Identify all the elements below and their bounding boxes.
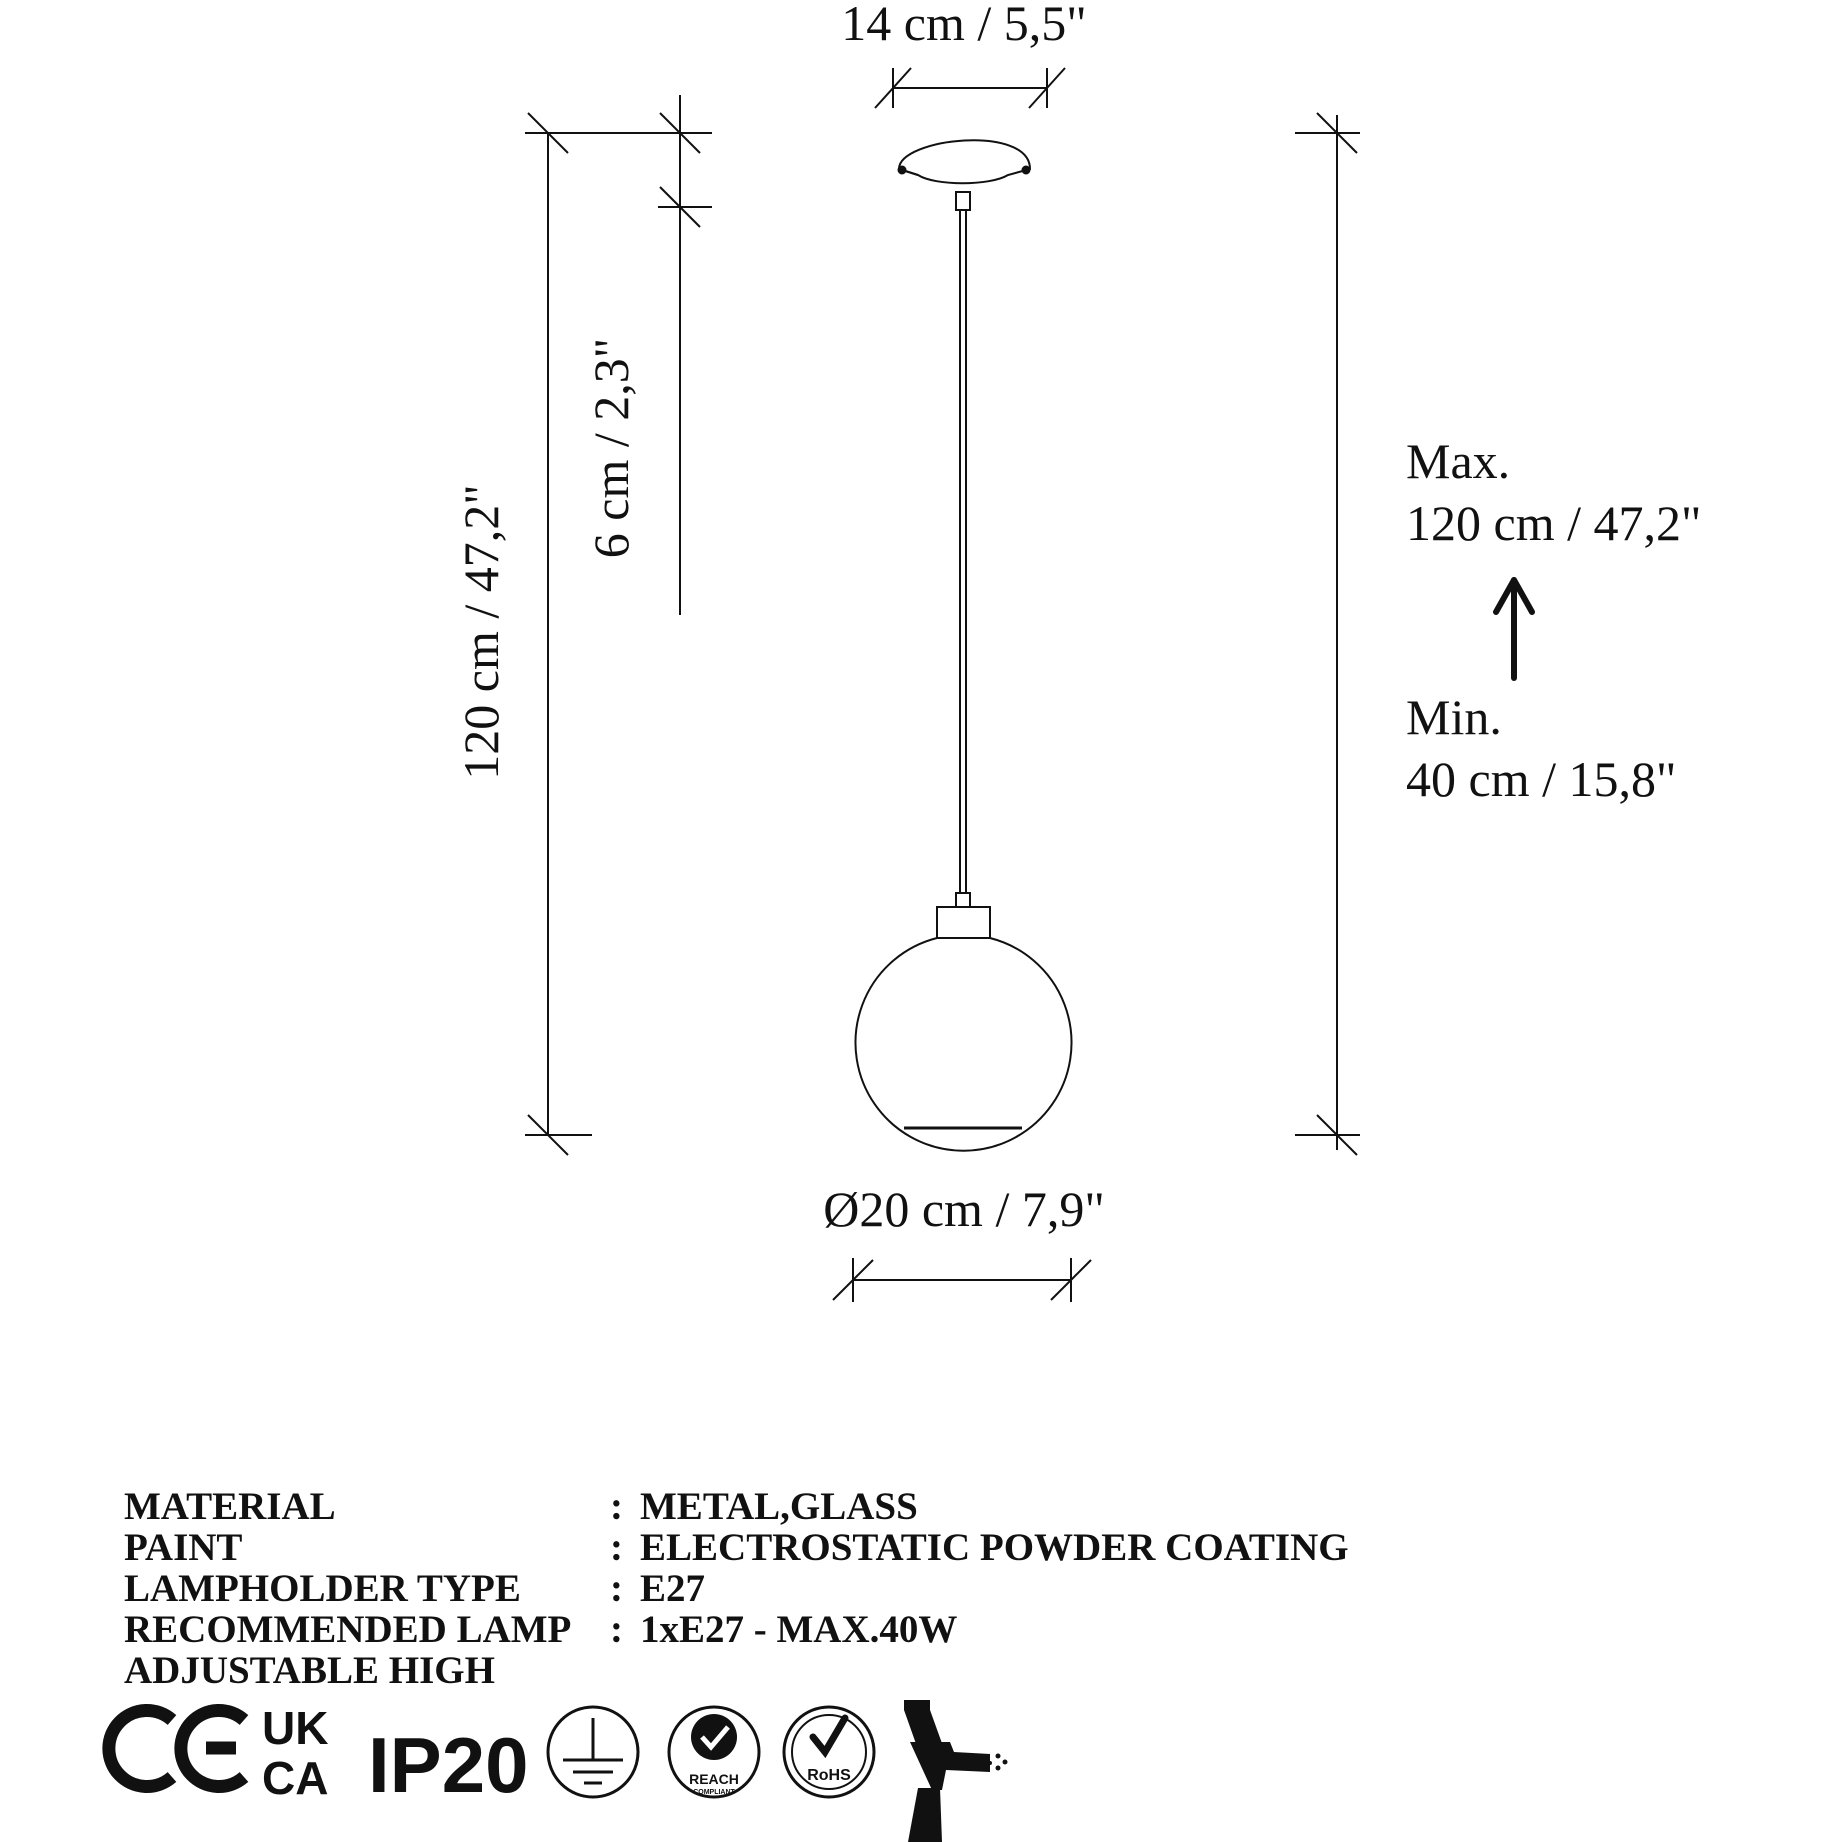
max-value: 120 cm / 47,2"	[1406, 495, 1702, 551]
rohs-icon	[784, 1707, 874, 1797]
reach-label: REACH	[689, 1771, 739, 1787]
spec-value: METAL,GLASS	[640, 1485, 918, 1528]
spec-label: RECOMMENDED LAMP	[124, 1608, 572, 1651]
spec-colon: :	[610, 1567, 623, 1610]
overall-height-label: 120 cm / 47,2"	[453, 484, 509, 780]
min-label: Min.	[1406, 689, 1502, 745]
ukca-bottom-label: CA	[262, 1752, 329, 1804]
earth-ground-icon	[548, 1707, 638, 1797]
spec-colon: :	[610, 1608, 623, 1651]
min-value: 40 cm / 15,8"	[1406, 751, 1677, 807]
spec-label: LAMPHOLDER TYPE	[124, 1567, 521, 1610]
ukca-top-label: UK	[262, 1702, 329, 1754]
adjust-arrow-icon	[1496, 580, 1532, 678]
spec-colon: :	[610, 1526, 623, 1569]
spray-paint-gun-icon	[904, 1700, 1008, 1842]
spec-label: MATERIAL	[124, 1485, 336, 1528]
spec-colon: :	[610, 1485, 623, 1528]
max-label: Max.	[1406, 433, 1511, 489]
ce-mark-icon	[109, 1710, 244, 1786]
reach-compliant-icon	[669, 1707, 759, 1797]
spec-label: ADJUSTABLE HIGH	[124, 1649, 495, 1692]
canopy-height-dimension	[658, 95, 712, 615]
spec-label: PAINT	[124, 1526, 243, 1569]
certification-marks	[109, 1700, 1008, 1842]
shade-diameter-label: Ø20 cm / 7,9"	[823, 1181, 1105, 1237]
overall-height-dimension	[525, 113, 712, 1155]
pendant-lamp	[856, 140, 1072, 1150]
canopy-height-label: 6 cm / 2,3"	[583, 337, 639, 559]
canopy-width-label: 14 cm / 5,5"	[841, 0, 1087, 51]
shade-diameter-dimension	[833, 1258, 1091, 1302]
ip-rating-label: IP20	[368, 1721, 529, 1809]
spec-value: 1xE27 - MAX.40W	[640, 1608, 958, 1651]
ceiling-canopy	[899, 140, 1030, 183]
glass-globe	[856, 938, 1072, 1151]
spec-value: ELECTROSTATIC POWDER COATING	[640, 1526, 1349, 1569]
lampholder	[937, 907, 990, 938]
reach-sub-label: COMPLIANT	[693, 1789, 735, 1796]
spec-value: E27	[640, 1567, 706, 1610]
right-height-dimension	[1295, 113, 1360, 1155]
rohs-label: RoHS	[807, 1767, 851, 1784]
canopy-width-dimension	[875, 68, 1065, 108]
